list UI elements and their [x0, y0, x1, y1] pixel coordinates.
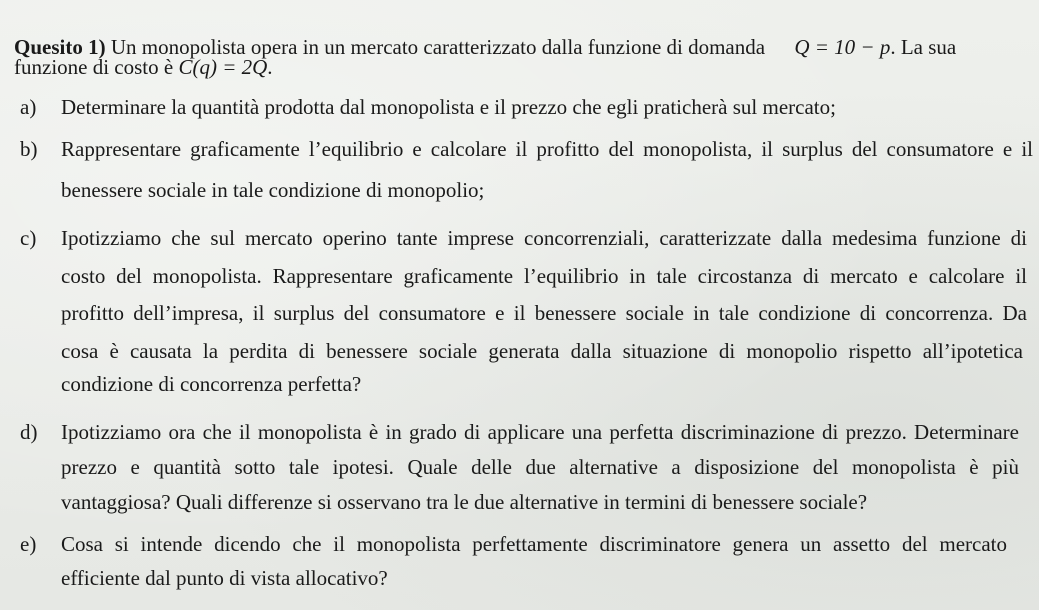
item-c-line-5: condizione di concorrenza perfetta?	[61, 372, 362, 396]
question-heading: Quesito 1)	[14, 35, 106, 59]
item-d-marker: d)	[20, 420, 38, 444]
intro-text-1: Un monopolista opera in un mercato caratterizzato dalla funzione di domanda	[110, 35, 766, 59]
cost-formula: C(q) = 2Q	[178, 55, 268, 79]
item-c-line-1: Ipotizziamo che sul mercato operino tante imprese concorrenziali, caratterizzate dalla medesima funzione di	[61, 226, 1027, 250]
item-e-line-1: Cosa si intende dicendo che il monopolista perfettamente discriminatore genera un assetto del mercato	[61, 532, 1007, 556]
item-e-line-2: efficiente dal punto di vista allocativo?	[61, 566, 388, 590]
item-a-line-1: Determinare la quantità prodotta dal monopolista e il prezzo che egli praticherà sul mercato;	[61, 95, 836, 119]
item-c-line-2: costo del monopolista. Rappresentare graficamente l’equilibrio in tale circostanza di mercato e calcolare il	[61, 264, 1027, 288]
intro-tail-1: . La sua	[890, 35, 957, 59]
item-a-marker: a)	[20, 95, 37, 119]
item-c-marker: c)	[20, 226, 37, 250]
intro-line-2	[14, 55, 273, 79]
item-d-line-2: prezzo e quantità sotto tale ipotesi. Quale delle due alternative a disposizione del monopolista è più	[61, 455, 1019, 479]
item-b-line-2: benessere sociale in tale condizione di monopolio;	[61, 178, 485, 202]
item-d-line-1: Ipotizziamo ora che il monopolista è in grado di applicare una perfetta discriminazione di prezzo. Determinare	[61, 420, 1019, 444]
item-c-line-4: cosa è causata la perdita di benessere sociale generata dalla situazione di monopolio rispetto all’ipotetica	[61, 339, 1023, 363]
intro-text-2: funzione di costo è	[14, 55, 174, 79]
intro-tail-2: .	[267, 55, 273, 79]
item-d-line-3: vantaggiosa? Quali differenze si osservano tra le due alternative in termini di benessere sociale?	[61, 490, 868, 514]
item-e-marker: e)	[20, 532, 37, 556]
item-b-line-1: Rappresentare graficamente l’equilibrio e calcolare il profitto del monopolista, il surplus del consumatore e il	[61, 137, 1033, 161]
item-c-line-3: profitto dell’impresa, il surplus del consumatore e il benessere sociale in tale condizione di concorrenza. Da	[61, 301, 1027, 325]
demand-formula: Q = 10 − p	[794, 35, 891, 59]
item-b-marker: b)	[20, 137, 38, 161]
